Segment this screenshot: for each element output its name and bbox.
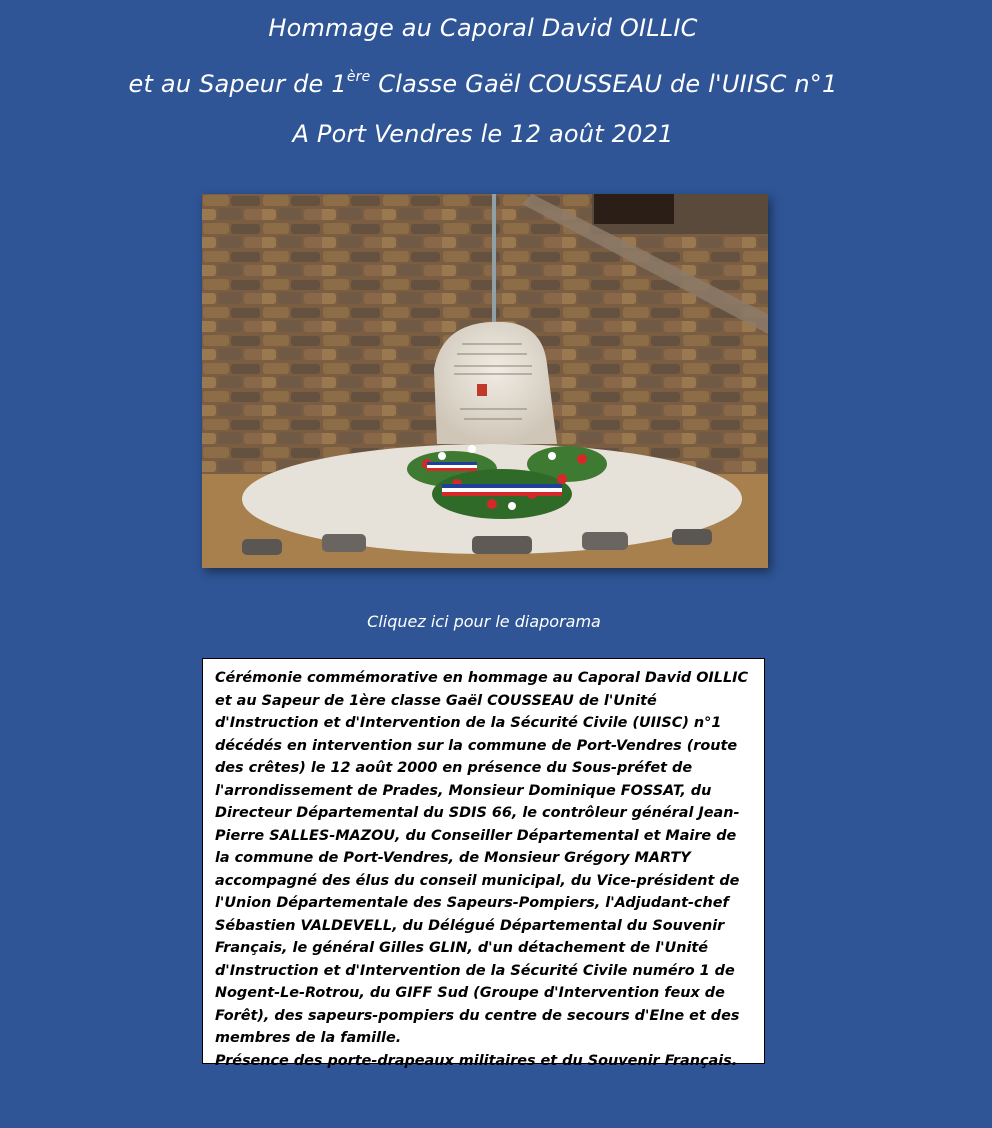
memorial-photo[interactable]	[202, 194, 768, 568]
title-line-3: A Port Vendres le 12 août 2021	[292, 120, 674, 148]
memorial-photo-drawing	[202, 194, 768, 568]
slideshow-link[interactable]: Cliquez ici pour le diaporama	[367, 612, 601, 631]
title-line-2-start: et au Sapeur de 1	[128, 70, 347, 98]
description-closing: Présence des porte-drapeaux militaires et du Souvenir Français.	[215, 1052, 738, 1069]
description-box	[202, 658, 765, 1069]
title-line-2-superscript: ère	[346, 69, 371, 85]
title-line-2	[0, 69, 966, 98]
description-paragraph: Cérémonie commémorative en hommage au Caporal David OILLIC et au Sapeur de 1ère classe Gaël COUSSEAU de l'Unité d'Instruction et d'Intervention de la Sécurité Civile (UIISC) n°1 décédés en intervention sur la commune de Port-Vendres (route des crêtes) le 12 août 2000 en présence du Sous-préfet de l'arrondissement de Prades, Monsieur Dominique FOSSAT, du Directeur Départemental du SDIS 66, le contrôleur général Jean-Pierre SALLES-MAZOU, du Conseiller Départemental et Maire de la commune de Port-Vendres, de Monsieur Grégory MARTY accompagné des élus du conseil municipal, du Vice-président de l'Union Départementale des Sapeurs-Pompiers, l'Adjudant-chef Sébastien VALDEVELL, du Délégué Départemental du Souvenir Français, le général Gilles GLIN, d'un détachement de l'Unité d'Instruction et d'Intervention de la Sécurité Civile numéro 1 de Nogent-Le-Rotrou, du GIFF Sud (Groupe d'Intervention feux de Forêt), des sapeurs-pompiers du centre de secours d'Elne et des membres de la famille.	[215, 670, 749, 1046]
title-line-1: Hommage au Caporal David OILLIC	[268, 14, 698, 42]
title-line-2-end: Classe Gaël COUSSEAU de l'UIISC n°1	[370, 70, 838, 98]
